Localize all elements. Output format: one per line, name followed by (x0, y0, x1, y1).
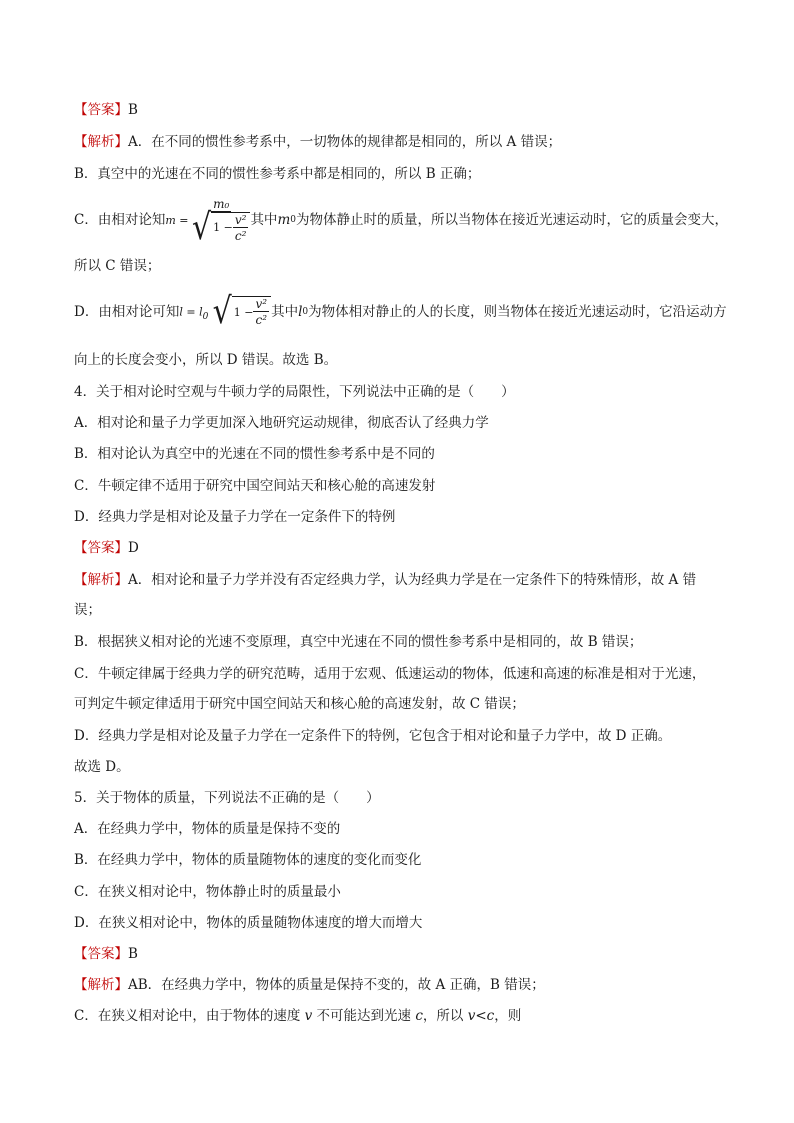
answer-line (74, 100, 718, 120)
formula-l0: l (199, 305, 203, 319)
sqrt-body (232, 296, 271, 328)
formula-l0-sub: 0 (202, 312, 209, 323)
formula-text-a: 其中 (271, 304, 299, 320)
text-line: B．根据狭义相对论的光速不变原理，真空中光速在不同的惯性参考系中是相同的，故 B 错误； (74, 634, 643, 650)
sqrt-one: 1 − (213, 221, 233, 234)
formula-denominator (192, 205, 250, 248)
question-5-option-c: C．在狭义相对论中，物体静止时的质量最小 (74, 884, 341, 900)
formula-L0-sub: 0 (302, 307, 309, 317)
answer-line (74, 538, 718, 558)
sqrt-icon: √ (192, 205, 212, 248)
inner-numerator: v² (234, 212, 247, 227)
formula-line-mass (74, 192, 728, 248)
formula-numerator: m₀ (213, 196, 230, 211)
text-line: 故选 D。 (74, 759, 130, 775)
question-4-option-a: A．相对论和量子力学更加深入地研究运动规律，彻底否认了经典力学 (74, 415, 489, 431)
question-5: 5．关于物体的质量，下列说法不正确的是（ ） (74, 790, 380, 806)
text-line: C．牛顿定律属于经典力学的研究范畴，适用于宏观、低速运动的物体，低速和高速的标准是相对于光速， (74, 666, 706, 682)
formula-fraction (192, 196, 250, 248)
inner-numerator: v² (255, 297, 268, 311)
analysis-text: AB．在经典力学中，物体的质量是保持不变的，故 A 正确，B 错误； (128, 977, 545, 993)
question-4: 4．关于相对论时空观与牛顿力学的局限性，下列说法中正确的是（ ） (74, 384, 515, 400)
formula-m0: m (277, 212, 291, 228)
analysis-text: A．在不同的惯性参考系中，一切物体的规律都是相同的，所以 A 错误； (128, 134, 562, 150)
text-line: B．真空中的光速在不同的惯性参考系中都是相同的，所以 B 正确； (74, 166, 481, 182)
inner-denominator: c² (255, 313, 268, 327)
text-line: 所以 C 错误； (74, 258, 161, 274)
formula-equals: = (182, 305, 200, 319)
symbol-v-less-c: v<c (467, 1008, 495, 1024)
question-4-option-d: D．经典力学是相对论及量子力学在一定条件下的特例 (74, 509, 396, 525)
question-5-option-d: D．在狭义相对论中，物体的质量随物体速度的增大而增大 (74, 915, 423, 931)
answer-line (74, 944, 718, 964)
formula-sqrt (192, 205, 250, 248)
formula-L0: l (298, 304, 303, 320)
formula-line-length (74, 290, 727, 334)
formula-intro: D．由相对论可知 (74, 304, 180, 320)
text-line: D．经典力学是相对论及量子力学在一定条件下的特例，它包含于相对论和量子力学中，故 D 正确。 (74, 728, 672, 744)
text-segment: C．在狭义相对论中，由于物体的速度 (74, 1008, 305, 1024)
text-line: 误； (74, 602, 101, 618)
inner-fraction (233, 213, 249, 244)
text-segment: ，则 (494, 1008, 522, 1024)
symbol-c: c (415, 1008, 423, 1024)
sqrt-body (211, 212, 250, 244)
inner-denominator: c² (234, 228, 247, 243)
answer-value: B (128, 102, 138, 118)
answer-value: D (128, 540, 139, 556)
analysis-line (74, 975, 718, 995)
analysis-line (74, 570, 718, 590)
question-5-option-a: A．在经典力学中，物体的质量是保持不变的 (74, 821, 341, 837)
formula-symbol-m: m (165, 213, 176, 227)
answer-tag: 【答案】 (74, 102, 128, 118)
question-5-option-b: B．在经典力学中，物体的质量随物体的速度的变化而变化 (74, 852, 422, 868)
answer-tag: 【答案】 (74, 540, 128, 556)
sqrt-icon: √ (212, 290, 232, 333)
formula-m0-sub: 0 (290, 215, 296, 225)
answer-value: B (128, 946, 138, 962)
analysis-tag: 【解析】 (74, 134, 128, 150)
formula-equals: = (175, 213, 192, 227)
text-segment: ，所以 (422, 1008, 468, 1024)
formula-symbol-l: l (179, 305, 183, 319)
text-line: 可判定牛顿定律适用于研究中国空间站天和核心舱的高速发射，故 C 错误； (74, 696, 525, 712)
sqrt-one: 1 − (233, 305, 254, 319)
formula-sqrt (212, 290, 271, 333)
answer-tag: 【答案】 (74, 946, 128, 962)
text-segment: 不可能达到光速 (312, 1008, 416, 1024)
text-line: 向上的长度会变小，所以 D 错误。故选 B。 (74, 352, 338, 368)
inner-fraction (253, 297, 269, 328)
analysis-text: A．相对论和量子力学并没有否定经典力学，认为经典力学是在一定条件下的特殊情形，故 A 错 (128, 572, 697, 588)
formula-text-b: 为物体相对静止的人的长度，则当物体在接近光速运动时，它沿运动方 (308, 304, 727, 320)
formula-text-b: 为物体静止时的质量，所以当物体在接近光速运动时，它的质量会变大， (295, 212, 728, 228)
formula-intro: C．由相对论知 (74, 212, 166, 228)
symbol-v: v (304, 1008, 313, 1024)
formula-text-a: 其中 (250, 212, 278, 228)
length-formula (179, 290, 271, 333)
analysis-tag: 【解析】 (74, 572, 128, 588)
question-4-option-c: C．牛顿定律不适用于研究中国空间站天和核心舱的高速发射 (74, 478, 436, 494)
analysis-line (74, 132, 718, 152)
mass-formula (165, 196, 250, 248)
text-line (74, 1006, 718, 1026)
question-4-option-b: B．相对论认为真空中的光速在不同的惯性参考系中是不同的 (74, 446, 435, 462)
analysis-tag: 【解析】 (74, 977, 128, 993)
